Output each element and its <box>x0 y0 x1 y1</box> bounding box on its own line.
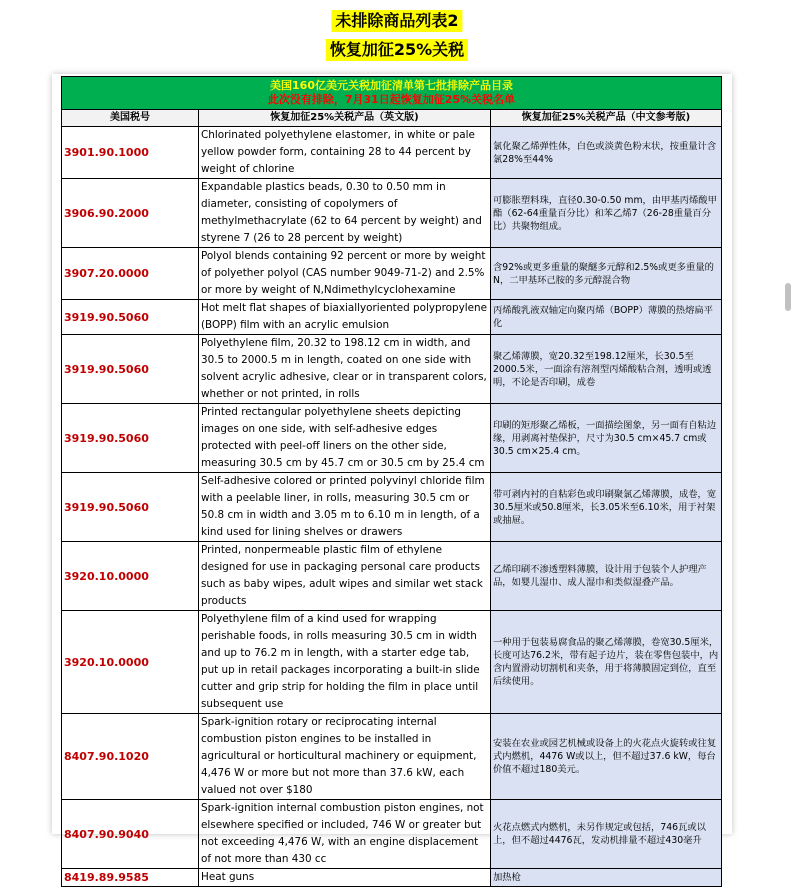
table-row <box>62 611 722 714</box>
product-cn-cell: 带可剥内衬的自粘彩色或印刷聚氯乙烯薄膜，成卷，宽30.5厘米或50.8厘米，长3.05米至6.10米，用于衬架或抽屉。 <box>491 473 722 542</box>
table-row <box>62 404 722 473</box>
product-cn-cell: 一种用于包装易腐食品的聚乙烯薄膜，卷宽30.5厘米，长度可达76.2米，带有起子边片，装在零售包装中，内含内置滑动切割机和夹条，用于将薄膜固定到位，直至后续使用。 <box>491 611 722 714</box>
header-product-en: 恢复加征25%关税产品（英文版) <box>199 110 491 127</box>
product-cn-cell: 乙烯印刷不渗透塑料薄膜，设计用于包装个人护理产品，如婴儿湿巾、成人湿巾和类似湿叠产品。 <box>491 542 722 611</box>
product-en-cell: Printed, nonpermeable plastic film of ethylene designed for use in packaging personal care products such as baby wipes, adult wipes and similar wet stack products <box>199 542 491 611</box>
tariff-code-cell: 3920.10.0000 <box>62 611 199 714</box>
product-en-cell: Printed rectangular polyethylene sheets depicting images on one side, with self-adhesive edges protected with peel-off liners on the other side, measuring 30.5 cm by 45.7 cm or 30.5 cm by 25.4 cm <box>199 404 491 473</box>
banner-title: 美国160亿美元关税加征清单第七批排除产品目录 <box>270 79 513 92</box>
table-row <box>62 335 722 404</box>
product-en-cell: Chlorinated polyethylene elastomer, in white or pale yellow powder form, containing 28 to 44 percent by weight of chlorine <box>199 127 491 179</box>
product-cn-cell: 含92%或更多重量的聚醚多元醇和2.5%或更多重量的N，二甲基环己胺的多元醇混合物 <box>491 248 722 300</box>
tariff-code-cell: 3919.90.5060 <box>62 473 199 542</box>
table-row <box>62 869 722 887</box>
product-en-cell: Spark-ignition internal combustion piston engines, not elsewhere specified or included, 746 W or greater but not exceeding 4,476 W, with an engine displacement of not more than 430 cc <box>199 800 491 869</box>
product-en-cell: Spark-ignition rotary or reciprocating internal combustion piston engines to be installed in agricultural or horticultural machinery or equipment, 4,476 W or more but not more than 37.6 kW, each valued not over $180 <box>199 714 491 800</box>
product-cn-cell: 火花点燃式内燃机，未另作规定或包括，746瓦或以上，但不超过4476瓦，发动机排量不超过430毫升 <box>491 800 722 869</box>
product-en-cell: Self-adhesive colored or printed polyvinyl chloride film with a peelable liner, in rolls, measuring 30.5 cm or 50.8 cm in width and 3.05 m to 6.10 m in length, of a kind used for lining shelves or drawers <box>199 473 491 542</box>
product-en-cell: Expandable plastics beads, 0.30 to 0.50 mm in diameter, consisting of copolymers of methylmethacrylate (62 to 64 percent by weight) and styrene 7 (26 to 28 percent by weight) <box>199 179 491 248</box>
tariff-code-cell: 3919.90.5060 <box>62 404 199 473</box>
product-en-cell: Hot melt flat shapes of biaxiallyoriented polypropylene (BOPP) film with an acrylic emulsion <box>199 300 491 335</box>
product-en-cell: Heat guns <box>199 869 491 887</box>
column-header-row <box>62 110 722 127</box>
tariff-code-cell: 3901.90.1000 <box>62 127 199 179</box>
product-cn-cell: 丙烯酸乳液双轴定向聚丙烯（BOPP）薄膜的热熔扁平化 <box>491 300 722 335</box>
tariff-code-cell: 8407.90.1020 <box>62 714 199 800</box>
tariff-code-cell: 8419.89.9585 <box>62 869 199 887</box>
table-row <box>62 473 722 542</box>
product-cn-cell: 安装在农业或园艺机械或设备上的火花点火旋转或往复式内燃机，4476 W或以上，但不超过37.6 kW，每台价值不超过180美元。 <box>491 714 722 800</box>
table-row <box>62 179 722 248</box>
product-cn-cell: 氯化聚乙烯弹性体，白色或淡黄色粉末状，按重量计含氯28%至44% <box>491 127 722 179</box>
product-en-cell: Polyethylene film, 20.32 to 198.12 cm in width, and 30.5 to 2000.5 m in length, coated on one side with solvent acrylic adhesive, clear or in transparent colors, whether or not printed, in rolls <box>199 335 491 404</box>
banner-subtitle: 此次没有排除，7月31日起恢复加征25%关税名单 <box>267 93 516 106</box>
table-row <box>62 300 722 335</box>
table-row <box>62 248 722 300</box>
table-row <box>62 127 722 179</box>
table-banner <box>62 77 722 110</box>
header-tariff-code: 美国税号 <box>62 110 199 127</box>
header-product-cn: 恢复加征25%关税产品（中文参考版) <box>491 110 722 127</box>
tariff-code-cell: 3920.10.0000 <box>62 542 199 611</box>
tariff-code-cell: 3906.90.2000 <box>62 179 199 248</box>
product-en-cell: Polyol blends containing 92 percent or more by weight of polyether polyol (CAS number 9049-71-2) and 2.5% or more by weight of N,Ndimethylcyclohexamine <box>199 248 491 300</box>
table-row <box>62 542 722 611</box>
tariff-code-cell: 3919.90.5060 <box>62 300 199 335</box>
tariff-code-cell: 8407.90.9040 <box>62 800 199 869</box>
product-cn-cell: 聚乙烯薄膜，宽20.32至198.12厘米，长30.5至2000.5米，一面涂有溶剂型丙烯酸粘合剂，透明或透明，不论是否印刷，成卷 <box>491 335 722 404</box>
product-cn-cell: 加热枪 <box>491 869 722 887</box>
table-row <box>62 800 722 869</box>
tariff-table <box>61 76 722 887</box>
title-line-2: 恢复加征25%关税 <box>326 39 468 61</box>
product-cn-cell: 可膨胀塑料珠，直径0.30-0.50 mm，由甲基丙烯酸甲酯（62-64重量百分比）和苯乙烯7（26-28重量百分比）共聚物组成。 <box>491 179 722 248</box>
product-cn-cell: 印刷的矩形聚乙烯板，一面描绘图象，另一面有自粘边缘，用剥离衬垫保护，尺寸为30.5 cm×45.7 cm或30.5 cm×25.4 cm。 <box>491 404 722 473</box>
product-en-cell: Polyethylene film of a kind used for wrapping perishable foods, in rolls measuring 30.5 cm in width and up to 76.2 m in length, with a starter edge tab, put up in retail packages incorporating a built-in slide cutter and grip strip for holding the film in place until subsequent use <box>199 611 491 714</box>
scrollbar-thumb[interactable] <box>785 283 791 311</box>
tariff-code-cell: 3907.20.0000 <box>62 248 199 300</box>
title-line-1: 未排除商品列表2 <box>331 10 462 32</box>
table-row <box>62 714 722 800</box>
tariff-code-cell: 3919.90.5060 <box>62 335 199 404</box>
